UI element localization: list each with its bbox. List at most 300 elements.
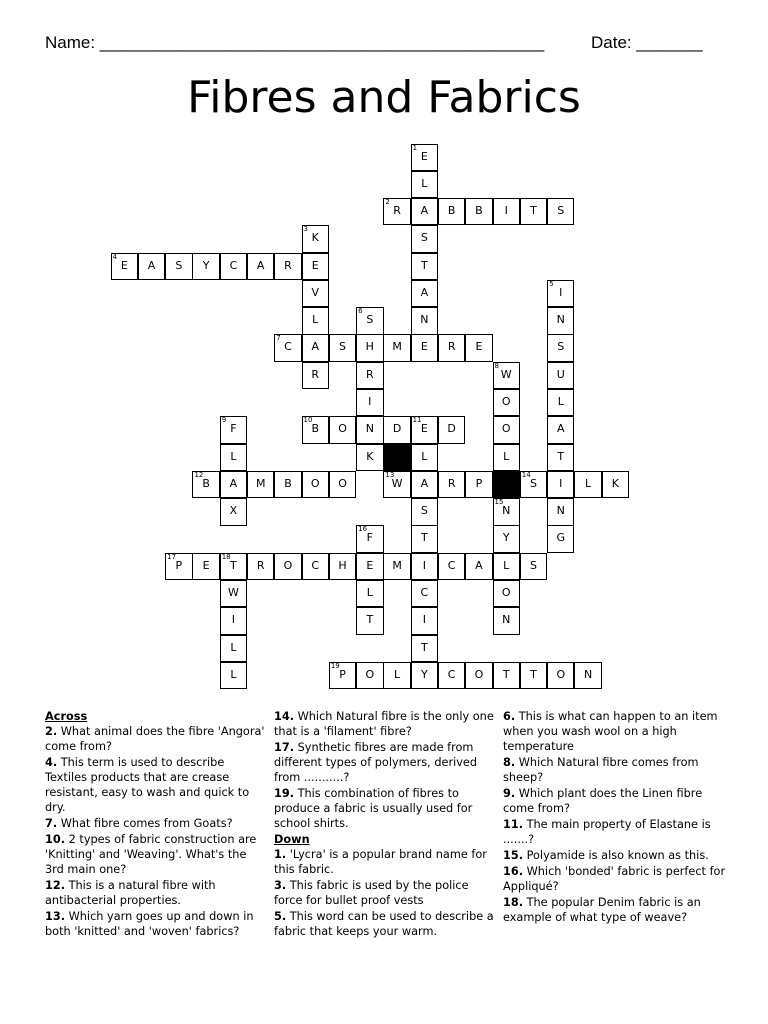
clue-text: The popular Denim fabric is an example of what type of weave? — [503, 896, 701, 924]
cell-letter: R — [447, 476, 456, 490]
crossword-cell[interactable] — [547, 444, 574, 471]
cell-letter: M — [392, 558, 402, 572]
clue-item — [503, 848, 728, 863]
crossword-cell[interactable] — [356, 444, 383, 471]
crossword-cell[interactable] — [411, 553, 438, 580]
crossword-cell[interactable] — [302, 471, 329, 498]
cell-letter: P — [175, 558, 183, 572]
clue-item — [503, 709, 728, 754]
crossword-cell[interactable] — [192, 471, 219, 498]
clue-number-label: 17. — [274, 741, 295, 754]
clue-number-label: 19. — [274, 787, 295, 800]
crossword-cell[interactable] — [356, 389, 383, 416]
cell-letter: A — [420, 204, 429, 218]
cell-letter: L — [421, 449, 428, 463]
crossword-cell[interactable] — [411, 416, 438, 443]
crossword-cell[interactable] — [411, 525, 438, 552]
cell-letter: B — [447, 204, 456, 218]
clue-item — [45, 724, 267, 754]
clue-number: 15 — [494, 498, 504, 507]
crossword-cell[interactable] — [411, 280, 438, 307]
clue-text: What fibre comes from Goats? — [57, 817, 233, 830]
crossword-cell[interactable] — [220, 498, 247, 525]
crossword-cell[interactable] — [302, 253, 329, 280]
cell-letter: O — [501, 395, 511, 409]
cell-letter: B — [475, 204, 483, 218]
clue-number-label: 6. — [503, 710, 516, 723]
clue-number-label: 14. — [274, 710, 295, 723]
cell-letter: V — [311, 285, 319, 299]
cell-letter: E — [420, 422, 428, 436]
crossword-cell[interactable] — [574, 662, 601, 689]
cell-letter: F — [230, 422, 237, 436]
crossword-cell[interactable] — [383, 334, 410, 361]
clue-text: Polyamide is also known as this. — [523, 849, 709, 862]
crossword-cell[interactable] — [274, 553, 301, 580]
cell-letter: Y — [502, 531, 510, 545]
crossword-cell[interactable] — [356, 525, 383, 552]
crossword-cell[interactable] — [138, 253, 165, 280]
cell-letter: T — [421, 640, 428, 654]
cell-letter: L — [503, 558, 510, 572]
cell-letter: O — [365, 667, 375, 681]
crossword-cell[interactable] — [192, 253, 219, 280]
across-clue-list — [45, 724, 267, 939]
crossword-cell[interactable] — [493, 444, 520, 471]
cell-letter: A — [475, 558, 483, 572]
crossword-cell[interactable] — [356, 580, 383, 607]
clue-item — [503, 895, 728, 925]
crossword-cell[interactable] — [547, 471, 574, 498]
crossword-cell[interactable] — [547, 334, 574, 361]
crossword-cell[interactable] — [438, 334, 465, 361]
cell-letter: T — [530, 667, 537, 681]
crossword-cell[interactable] — [356, 607, 383, 634]
clue-item — [45, 878, 267, 908]
cell-letter: P — [475, 476, 483, 490]
crossword-cell[interactable] — [493, 607, 520, 634]
clue-number-label: 2. — [45, 725, 58, 738]
crossword-cell[interactable] — [438, 553, 465, 580]
crossword-cell[interactable] — [220, 444, 247, 471]
cell-letter: E — [420, 340, 428, 354]
cell-letter: C — [284, 340, 292, 354]
cell-letter: M — [392, 340, 402, 354]
cell-letter: T — [230, 558, 237, 572]
cell-letter: F — [366, 531, 373, 545]
crossword-cell[interactable] — [302, 362, 329, 389]
crossword-cell[interactable] — [220, 635, 247, 662]
crossword-cell[interactable] — [465, 471, 492, 498]
clue-column-3 — [503, 709, 728, 926]
crossword-cell[interactable] — [411, 334, 438, 361]
crossword-cell[interactable] — [302, 334, 329, 361]
clue-item — [503, 786, 728, 816]
crossword-cell[interactable] — [220, 580, 247, 607]
clue-number: 11 — [412, 416, 422, 425]
cell-letter: S — [339, 340, 347, 354]
crossword-cell[interactable] — [220, 253, 247, 280]
cell-letter: R — [256, 558, 265, 572]
cell-letter: A — [229, 476, 238, 490]
cell-letter: S — [366, 313, 374, 327]
crossword-cell[interactable] — [493, 580, 520, 607]
clue-number-label: 16. — [503, 865, 524, 878]
cell-letter: C — [420, 585, 429, 599]
clue-item — [45, 816, 267, 831]
cell-letter: O — [338, 422, 347, 436]
clue-number: 19 — [330, 661, 340, 670]
clue-number-label: 1. — [274, 848, 287, 861]
cell-letter: A — [311, 340, 319, 354]
cell-letter: R — [447, 340, 456, 354]
cell-letter: E — [366, 558, 374, 572]
crossword-cell[interactable] — [274, 334, 301, 361]
crossword-cell[interactable] — [383, 416, 410, 443]
clue-text: This word can be used to describe a fabric that keeps your warm. — [274, 910, 494, 938]
crossword-cell[interactable] — [520, 471, 547, 498]
crossword-cell[interactable] — [547, 389, 574, 416]
crossword-cell[interactable] — [411, 444, 438, 471]
cell-letter: R — [284, 258, 292, 272]
clue-number: 13 — [385, 470, 395, 479]
down-clue-list — [274, 847, 496, 939]
clue-item — [45, 755, 267, 815]
cell-letter: C — [229, 258, 238, 272]
cell-letter: K — [611, 476, 619, 490]
clue-number-label: 8. — [503, 756, 516, 769]
cell-letter: O — [338, 476, 347, 490]
crossword-cell[interactable] — [411, 307, 438, 334]
cell-letter: L — [557, 395, 564, 409]
crossword-cell[interactable] — [411, 253, 438, 280]
crossword-cell[interactable] — [302, 416, 329, 443]
cell-letter: S — [557, 204, 565, 218]
crossword-cell[interactable] — [302, 553, 329, 580]
clue-text: What animal does the fibre 'Angora' come from? — [45, 725, 265, 753]
clue-number: 7 — [276, 334, 281, 343]
clue-number-label: 10. — [45, 833, 66, 846]
clue-number: 2 — [385, 198, 390, 207]
clue-number-label: 3. — [274, 879, 287, 892]
cell-letter: D — [447, 422, 456, 436]
cell-letter: L — [230, 667, 237, 681]
clue-column-1 — [45, 709, 267, 940]
crossword-cell[interactable] — [574, 471, 601, 498]
crossword-cell[interactable] — [356, 553, 383, 580]
cell-letter: O — [310, 476, 320, 490]
cell-letter: W — [227, 585, 239, 599]
cell-letter: I — [559, 476, 563, 490]
clue-text: Which 'bonded' fabric is perfect for Appliqué? — [503, 865, 726, 893]
cell-letter: G — [556, 531, 566, 545]
crossword-cell[interactable] — [274, 471, 301, 498]
crossword-cell[interactable] — [465, 198, 492, 225]
cell-letter: I — [504, 204, 508, 218]
crossword-cell[interactable] — [465, 334, 492, 361]
crossword-cell[interactable] — [411, 198, 438, 225]
crossword-cell[interactable] — [520, 553, 547, 580]
cell-letter: A — [420, 285, 429, 299]
crossword-cell[interactable] — [493, 498, 520, 525]
crossword-cell[interactable] — [493, 389, 520, 416]
crossword-cell[interactable] — [520, 662, 547, 689]
crossword-cell[interactable] — [493, 525, 520, 552]
crossword-cell[interactable] — [547, 662, 574, 689]
crossword-cell[interactable] — [493, 416, 520, 443]
clue-number: 6 — [358, 307, 363, 316]
across-clue-list — [274, 709, 496, 831]
crossword-cell[interactable] — [220, 553, 247, 580]
cell-letter: R — [393, 204, 401, 218]
crossword-cell[interactable] — [547, 198, 574, 225]
down-clue-list — [503, 709, 728, 925]
cell-letter: I — [559, 285, 563, 299]
cell-letter: D — [392, 422, 402, 436]
cell-letter: T — [502, 667, 510, 681]
cell-letter: E — [202, 558, 210, 572]
date-field[interactable]: Date: _______ — [591, 33, 703, 52]
cell-letter: A — [147, 258, 156, 272]
clue-number: 14 — [521, 470, 531, 479]
clue-number: 1 — [412, 143, 418, 152]
crossword-cell[interactable] — [111, 253, 138, 280]
cell-letter: I — [422, 613, 426, 627]
crossword-cell[interactable] — [547, 525, 574, 552]
crossword-cell[interactable] — [493, 662, 520, 689]
crossword-cell[interactable] — [383, 471, 410, 498]
cell-letter: T — [530, 204, 537, 218]
cell-letter: L — [394, 667, 401, 681]
crossword-cell[interactable] — [411, 580, 438, 607]
cell-letter: R — [365, 367, 374, 381]
clue-item — [274, 709, 496, 739]
cell-letter: K — [366, 449, 374, 463]
clue-text: 'Lycra' is a popular brand name for this fabric. — [274, 848, 487, 876]
crossword-cell[interactable] — [165, 553, 192, 580]
cell-letter: T — [366, 613, 374, 627]
clue-text: Which yarn goes up and down in both 'knitted' and 'woven' fabrics? — [45, 910, 254, 938]
crossword-cell[interactable] — [247, 553, 274, 580]
clue-number: 8 — [494, 361, 499, 370]
crossword-cell[interactable] — [329, 662, 356, 689]
cell-letter: C — [311, 558, 320, 572]
crossword-cell[interactable] — [220, 416, 247, 443]
cell-letter: R — [311, 367, 320, 381]
clue-number-label: 11. — [503, 818, 524, 831]
cell-letter: C — [447, 558, 456, 572]
crossword-cell[interactable] — [302, 280, 329, 307]
clue-text: This combination of fibres to produce a fabric is usually used for school shirts. — [274, 787, 473, 830]
clue-text: 2 types of fabric construction are 'Knitting' and 'Weaving'. What's the 3rd main one? — [45, 833, 257, 876]
clue-number-label: 18. — [503, 896, 524, 909]
clue-number: 18 — [221, 552, 231, 561]
crossword-cell[interactable] — [411, 498, 438, 525]
cell-letter: O — [501, 585, 511, 599]
clue-text: This is a natural fibre with antibacterial properties. — [45, 879, 216, 907]
crossword-cell[interactable] — [302, 225, 329, 252]
crossword-cell[interactable] — [329, 471, 356, 498]
cell-letter: Y — [421, 667, 428, 681]
crossword-cell[interactable] — [547, 362, 574, 389]
cell-letter: A — [420, 476, 429, 490]
crossword-cell[interactable] — [465, 553, 492, 580]
crossword-cell[interactable] — [247, 471, 274, 498]
clue-number-label: 5. — [274, 910, 287, 923]
crossword-cell[interactable] — [547, 280, 574, 307]
cell-letter: H — [365, 340, 374, 354]
cell-letter: S — [530, 476, 537, 490]
cell-letter: W — [391, 476, 403, 490]
crossword-cell[interactable] — [329, 416, 356, 443]
clue-text: This term is used to describe Textiles products that are crease resistant, easy to wash and quick to dry. — [45, 756, 250, 814]
clue-item — [274, 878, 496, 908]
crossword-cell[interactable] — [493, 362, 520, 389]
crossword-cell[interactable] — [220, 471, 247, 498]
crossword-cell[interactable] — [165, 253, 192, 280]
crossword-cell[interactable] — [438, 662, 465, 689]
clue-item — [274, 847, 496, 877]
cell-letter: A — [256, 258, 265, 272]
crossword-cell[interactable] — [383, 662, 410, 689]
crossword-cell[interactable] — [411, 471, 438, 498]
crossword-cell[interactable] — [438, 198, 465, 225]
cell-letter: E — [311, 258, 319, 272]
cell-letter: B — [284, 476, 292, 490]
clue-text: Synthetic fibres are made from different types of polymers, derived from ...........? — [274, 741, 478, 784]
cell-letter: U — [556, 367, 565, 381]
crossword-cell[interactable] — [411, 635, 438, 662]
clue-number: 10 — [303, 416, 313, 425]
crossword-cell[interactable] — [192, 553, 219, 580]
cell-letter: T — [421, 258, 428, 272]
crossword-cell[interactable] — [383, 553, 410, 580]
cell-letter: I — [368, 395, 372, 409]
crossword-cell[interactable] — [411, 607, 438, 634]
clue-text: Which Natural fibre is the only one that is a 'filament' fibre? — [274, 710, 494, 738]
clue-text: This fabric is used by the police force for bullet proof vests — [274, 879, 469, 907]
cell-letter: O — [283, 558, 293, 572]
clue-number-label: 12. — [45, 879, 66, 892]
clue-text: Which plant does the Linen fibre come from? — [503, 787, 703, 815]
crossword-cell[interactable] — [247, 253, 274, 280]
cell-letter: I — [422, 558, 426, 572]
cell-letter: L — [503, 449, 510, 463]
cell-letter: N — [365, 422, 374, 436]
page-title: Fibres and Fabrics — [187, 72, 581, 123]
clue-item — [45, 909, 267, 939]
clue-number-label: 9. — [503, 787, 516, 800]
cell-letter: L — [230, 449, 237, 463]
clue-column-2 — [274, 709, 496, 940]
crossword-cell[interactable] — [411, 144, 438, 171]
clue-item — [274, 740, 496, 785]
crossword-cell[interactable] — [520, 198, 547, 225]
cell-letter: N — [502, 504, 511, 518]
crossword-cell[interactable] — [411, 662, 438, 689]
cell-letter: N — [502, 613, 511, 627]
cell-letter: K — [311, 231, 319, 245]
clue-number: 5 — [549, 279, 554, 288]
clue-item — [274, 786, 496, 831]
crossword-cell[interactable] — [274, 253, 301, 280]
clue-number: 9 — [221, 416, 227, 425]
cell-letter: S — [557, 340, 565, 354]
crossword-cell[interactable] — [356, 334, 383, 361]
cell-letter: N — [583, 667, 593, 681]
cell-letter: T — [557, 449, 565, 463]
clue-number-label: 4. — [45, 756, 58, 769]
clue-item — [503, 817, 728, 847]
clue-number-label: 7. — [45, 817, 58, 830]
crossword-cell[interactable] — [547, 498, 574, 525]
clue-text: This is what can happen to an item when you wash wool on a high temperature — [503, 710, 718, 753]
cell-letter: X — [229, 504, 238, 518]
cell-letter: O — [556, 667, 566, 681]
crossword-cell[interactable] — [465, 662, 492, 689]
cell-letter: B — [202, 476, 210, 490]
cell-letter: L — [230, 640, 237, 654]
cell-letter: P — [339, 667, 346, 681]
name-field[interactable]: Name: _______________________________________________ — [45, 33, 545, 52]
down-heading: Down — [274, 833, 310, 846]
cell-letter: E — [120, 258, 128, 272]
crossword-cell[interactable] — [329, 334, 356, 361]
clue-item — [503, 864, 728, 894]
crossword-black-cell — [383, 444, 410, 471]
crossword-cell[interactable] — [356, 662, 383, 689]
cell-letter: I — [231, 613, 236, 627]
cell-letter: S — [175, 258, 183, 272]
cell-letter: O — [474, 667, 484, 681]
cell-letter: S — [420, 231, 428, 245]
crossword-cell[interactable] — [547, 416, 574, 443]
clue-number: 4 — [112, 252, 118, 261]
clue-item — [274, 909, 496, 939]
crossword-cell[interactable] — [602, 471, 629, 498]
cell-letter: T — [421, 531, 428, 545]
crossword-cell[interactable] — [547, 307, 574, 334]
crossword-cell[interactable] — [438, 471, 465, 498]
crossword-cell[interactable] — [356, 416, 383, 443]
crossword-cell[interactable] — [356, 362, 383, 389]
cell-letter: H — [338, 558, 347, 572]
clue-text: Which Natural fibre comes from sheep? — [503, 756, 699, 784]
crossword-cell[interactable] — [220, 607, 247, 634]
clue-number: 16 — [358, 525, 368, 534]
crossword-cell[interactable] — [411, 225, 438, 252]
crossword-cell[interactable] — [493, 553, 520, 580]
cell-letter: N — [556, 504, 565, 518]
clue-text: The main property of Elastane is .......? — [503, 818, 711, 846]
crossword-cell[interactable] — [329, 553, 356, 580]
crossword-cell[interactable] — [438, 416, 465, 443]
crossword-cell[interactable] — [302, 307, 329, 334]
crossword-cell[interactable] — [383, 198, 410, 225]
crossword-cell[interactable] — [356, 307, 383, 334]
cell-letter: O — [501, 422, 511, 436]
cell-letter: W — [500, 367, 512, 381]
across-heading: Across — [45, 710, 88, 723]
crossword-cell[interactable] — [411, 171, 438, 198]
crossword-cell[interactable] — [493, 198, 520, 225]
cell-letter: E — [475, 340, 483, 354]
cell-letter: L — [366, 585, 373, 599]
cell-letter: M — [255, 476, 266, 490]
cell-letter: S — [420, 504, 428, 518]
cell-letter: E — [420, 149, 428, 163]
crossword-cell[interactable] — [220, 662, 247, 689]
